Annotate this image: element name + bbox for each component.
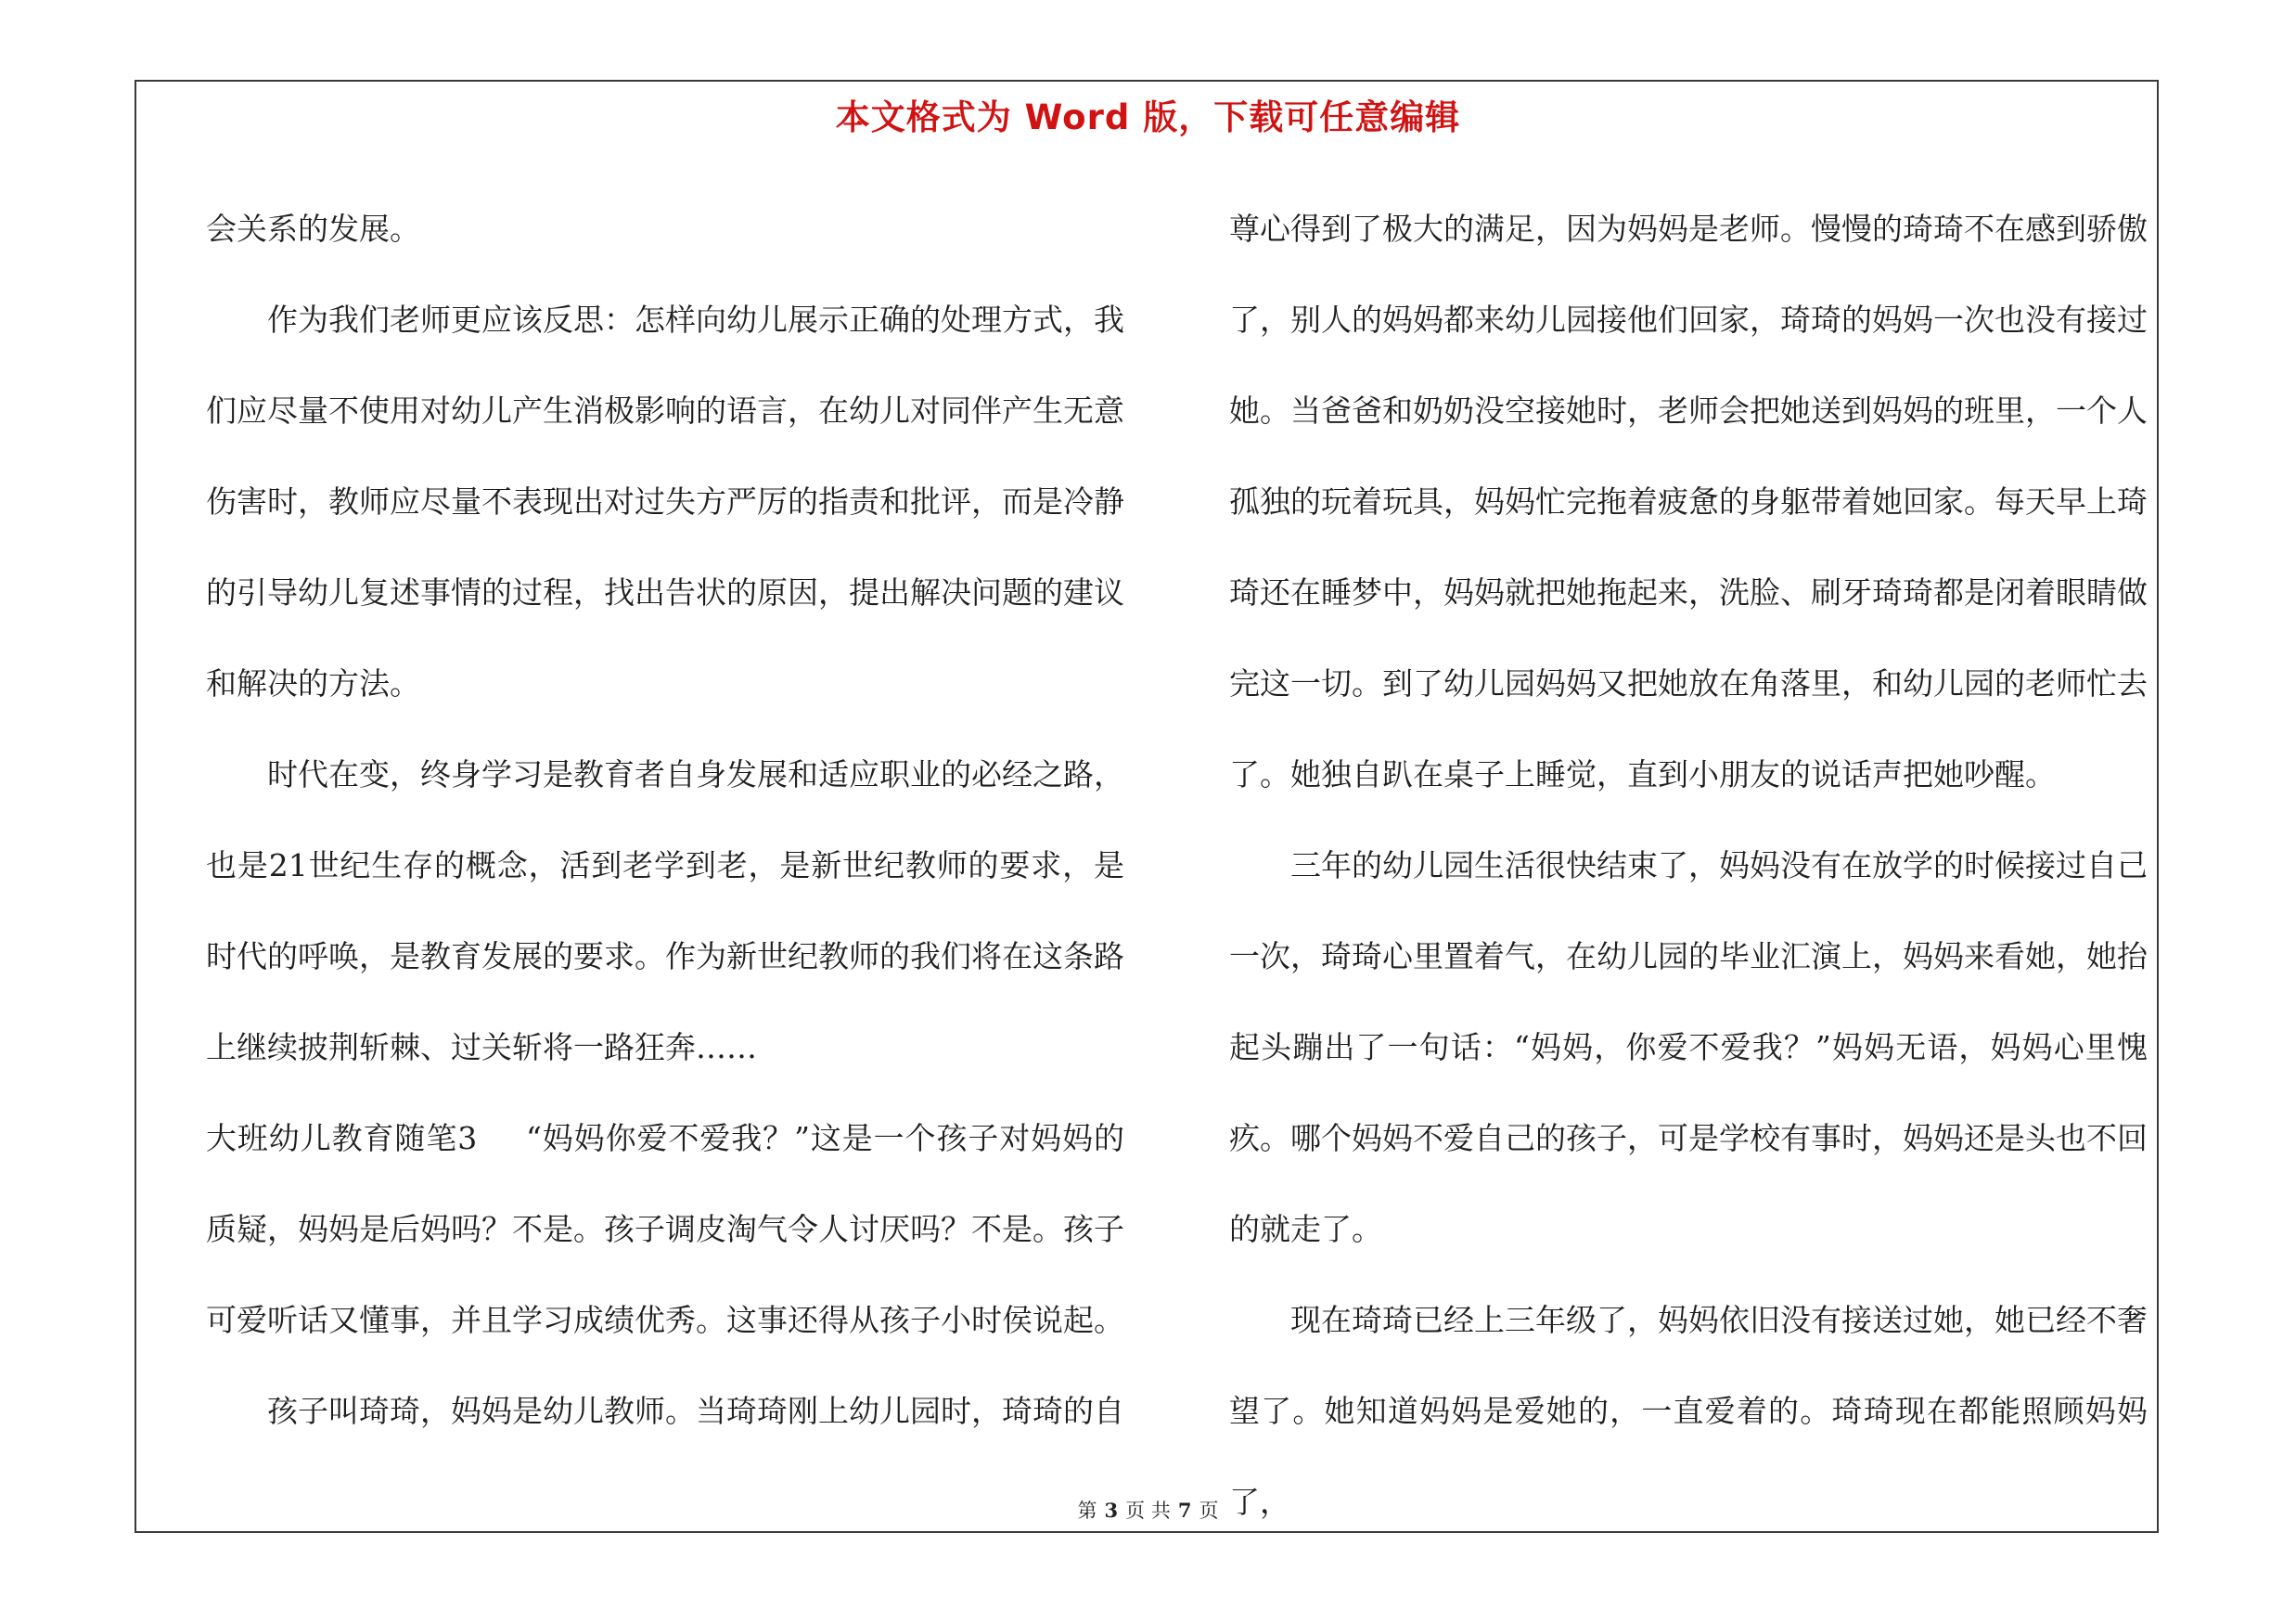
paragraph: 时代在变，终身学习是教育者自身发展和适应职业的必经之路，也是21世纪生存的概念，活到老学到老，是新世纪教师的要求，是时代的呼唤，是教育发展的要求。作为新世纪教师的我们将在这条路上继续披荆斩棘、过关斩将一路狂奔……	[206, 756, 1124, 1065]
footer-middle: 页 共	[1125, 1500, 1171, 1522]
paragraph-text: “妈妈你爱不爱我？”这是一个孩子对妈妈的质疑，妈妈是后妈吗？不是。孩子调皮淘气令人讨厌吗？不是。孩子可爱听话又懂事，并且学习成绩优秀。这事还得从孩子小时侯说起。	[206, 1120, 1124, 1338]
essay-title: 大班幼儿教育随笔3	[206, 1120, 478, 1156]
word-format-banner: 本文格式为 Word 版，下载可任意编辑	[835, 97, 1461, 137]
paragraph: 现在琦琦已经上三年级了，妈妈依旧没有接送过她，她已经不奢望了。她知道妈妈是爱她的，一直爱着的。琦琦现在都能照顾妈妈了，	[1229, 1302, 2148, 1520]
total-page-number: 7	[1177, 1499, 1192, 1522]
current-page-number: 3	[1104, 1499, 1119, 1522]
paragraph: 尊心得到了极大的满足，因为妈妈是老师。慢慢的琦琦不在感到骄傲了，别人的妈妈都来幼儿园接他们回家，琦琦的妈妈一次也没有接过她。当爸爸和奶奶没空接她时，老师会把她送到妈妈的班里，一个人孤独的玩着玩具，妈妈忙完拖着疲惫的身躯带着她回家。每天早上琦琦还在睡梦中，妈妈就把她拖起来，洗脸、刷牙琦琦都是闭着眼睛做完这一切。到了幼儿园妈妈又把她放在角落里，和幼儿园的老师忙去了。她独自趴在桌子上睡觉，直到小朋友的说话声把她吵醒。	[1229, 211, 2148, 792]
footer-suffix: 页	[1199, 1500, 1219, 1522]
paragraph: 作为我们老师更应该反思：怎样向幼儿展示正确的处理方式，我们应尽量不使用对幼儿产生消极影响的语言，在幼儿对同伴产生无意伤害时，教师应尽量不表现出对过失方严厉的指责和批评，而是冷静的引导幼儿复述事情的过程，找出告状的原因，提出解决问题的建议和解决的方法。	[206, 302, 1124, 702]
paragraph: 三年的幼儿园生活很快结束了，妈妈没有在放学的时候接过自己一次，琦琦心里置着气，在幼儿园的毕业汇演上，妈妈来看她，她抬起头蹦出了一句话：“妈妈，你爱不爱我？”妈妈无语，妈妈心里愧疚。哪个妈妈不爱自己的孩子，可是学校有事时，妈妈还是头也不回的就走了。	[1229, 847, 2148, 1247]
essay-paragraph	[206, 1093, 1124, 1366]
left-text-column	[206, 184, 1124, 1457]
footer-prefix: 第	[1077, 1500, 1097, 1522]
page-number-footer	[0, 1496, 2296, 1524]
right-text-column	[1229, 184, 2148, 1548]
paragraph: 会关系的发展。	[206, 211, 420, 247]
paragraph: 孩子叫琦琦，妈妈是幼儿教师。当琦琦刚上幼儿园时，琦琦的自	[267, 1393, 1124, 1429]
